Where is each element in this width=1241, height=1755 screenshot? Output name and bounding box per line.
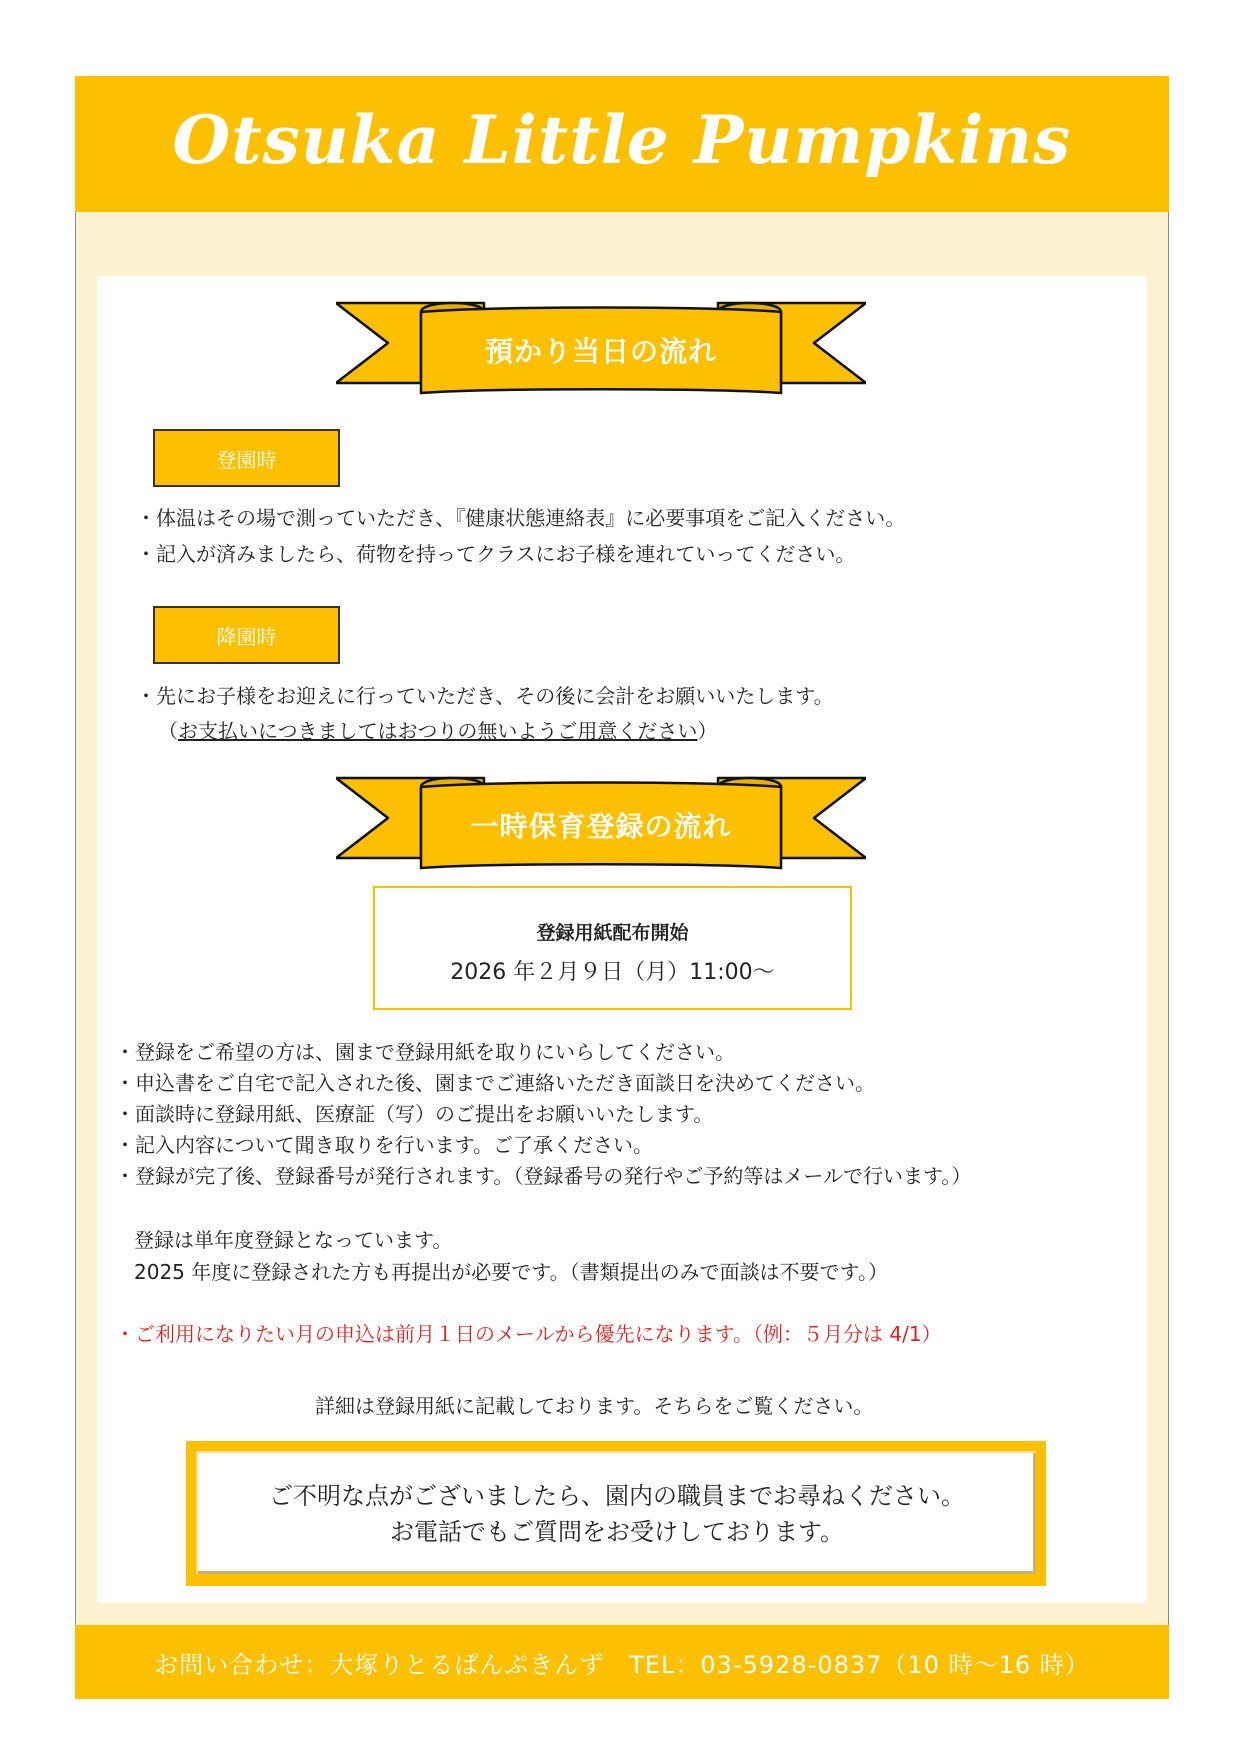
registration-bullet-3: ・面談時に登録用紙、医療証（写）のご提出をお願いいたします。 bbox=[115, 1102, 714, 1126]
tag-arrival: 登園時 bbox=[153, 429, 340, 487]
registration-bullet-2: ・申込書をご自宅で記入された後、園までご連絡いただき面談日を決めてください。 bbox=[115, 1071, 875, 1095]
arrival-line-2: ・記入が済みましたら、荷物を持ってクラスにお子様を連れていってください。 bbox=[136, 542, 856, 566]
priority-note: ・ご利用になりたい月の申込は前月１日のメールから優先になります。（例：５月分は 4/1） bbox=[115, 1322, 942, 1346]
details-note: 詳細は登録用紙に記載しております。そちらをご覧ください。 bbox=[315, 1394, 874, 1418]
footer-contact-bar bbox=[75, 1625, 1169, 1699]
contact-line-2: お電話でもご質問をお受けしております。 bbox=[389, 1517, 845, 1546]
registration-bullet-1: ・登録をご希望の方は、園まで登録用紙を取りにいらしてください。 bbox=[115, 1040, 735, 1064]
arrival-line-1: ・体温はその場で測っていただき、『健康状態連絡表』に必要事項をご記入ください。 bbox=[136, 506, 906, 530]
ribbon-label: 預かり当日の流れ bbox=[484, 335, 717, 368]
distribution-date-box bbox=[373, 886, 852, 1010]
contact-line-1: ご不明な点がございましたら、園内の職員までお尋ねください。 bbox=[269, 1481, 965, 1510]
ribbon-banner-registration-flow bbox=[336, 773, 866, 879]
distribution-date: 2026 年２月９日（月）11:00～ bbox=[450, 960, 775, 985]
payment-note: お支払いにつきましてはおつりの無いようご用意ください bbox=[178, 719, 698, 743]
note-open-paren: （ bbox=[158, 719, 178, 743]
header-banner bbox=[75, 76, 1169, 212]
ribbon-banner-day-flow bbox=[336, 298, 866, 404]
page-title: Otsuka Little Pumpkins bbox=[172, 101, 1072, 179]
registration-bullet-5: ・登録が完了後、登録番号が発行されます。（登録番号の発行やご予約等はメールで行います。） bbox=[115, 1164, 972, 1188]
contact-box-inner bbox=[196, 1451, 1036, 1574]
note-close-paren: ） bbox=[697, 719, 718, 743]
resubmission-note: 2025 年度に登録された方も再提出が必要です。（書類提出のみで面談は不要です。） bbox=[134, 1260, 889, 1284]
footer-contact-text: お問い合わせ：大塚りとるぱんぷきんず TEL：03-5928-0837（10 時～16 時） bbox=[154, 1650, 1090, 1679]
single-year-note: 登録は単年度登録となっています。 bbox=[134, 1228, 453, 1252]
ribbon-label: 一時保育登録の流れ bbox=[470, 810, 732, 843]
contact-box bbox=[186, 1441, 1046, 1586]
departure-line: ・先にお子様をお迎えに行っていただき、その後に会計をお願いいたします。 bbox=[136, 684, 834, 708]
tag-departure: 降園時 bbox=[153, 606, 340, 664]
registration-bullet-4: ・記入内容について聞き取りを行います。ご了承ください。 bbox=[115, 1133, 653, 1157]
distribution-title: 登録用紙配布開始 bbox=[536, 922, 689, 944]
departure-note bbox=[158, 715, 717, 744]
